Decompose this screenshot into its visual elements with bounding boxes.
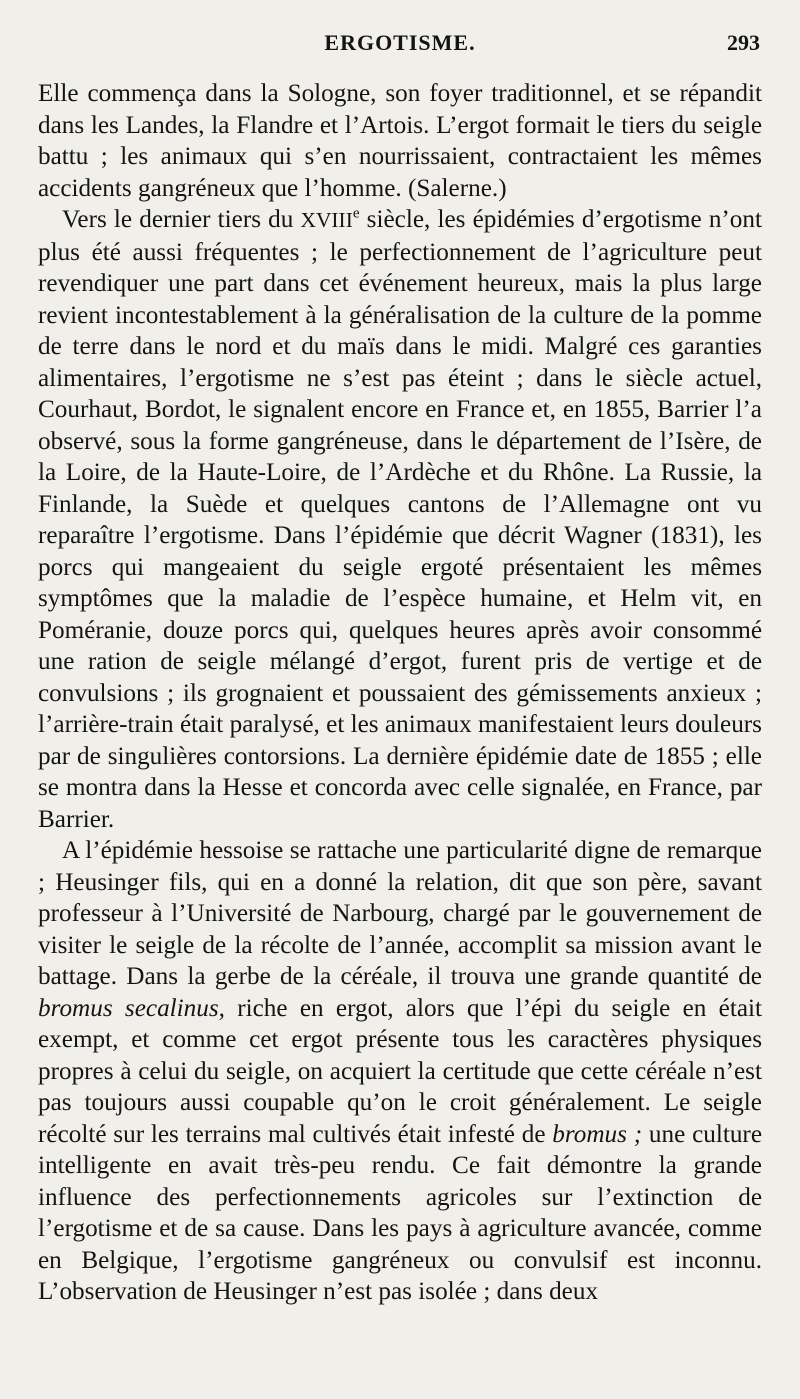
paragraph-3-text-1: A l’épidémie hessoise se rattache une particularité digne de remarque ; Heusinger fils, qui en a donné la relation, dit que son père, savant professeur à l’Université de Narbourg, chargé par le gouvernement de visiter le seigle de la récolte de l’année, accomplit sa mission avant le battage. Dans la gerbe de la céréale, il trouva une grande quantité de	[38, 837, 762, 990]
page-number: 293	[727, 30, 760, 55]
paragraph-2-text-start: Vers le dernier tiers du	[62, 206, 301, 233]
species-name-bromus: bromus ;	[552, 1120, 643, 1148]
paragraph-2	[38, 204, 762, 835]
paragraph-3-text-2: riche en ergot, alors que l’épi du seigle en était exempt, et comme cet ergot présente tous les caractères physiques propres à celui du seigle, on acquiert la certitude que cette céréale n’est pas toujours aussi coupable qu’on le croit généralement. Le seigle récolté sur les terrains mal cultivés était infesté de	[38, 994, 762, 1148]
paragraph-2-text-rest: siècle, les épidémies d’ergotisme n’ont plus été aussi fréquentes ; le perfectionnement de l’agriculture peut revendiquer une part dans cet événement heureux, mais la plus large revient incontestablement à la généralisation de la culture de la pomme de terre dans le nord et du maïs dans le midi. Malgré ces garanties alimentaires, l’ergotisme ne s’est pas éteint ; dans le siècle actuel, Courhaut, Bordot, le signalent encore en France et, en 1855, Barrier l’a observé, sous la forme gangréneuse, dans le département de l’Isère, de la Loire, de la Haute-Loire, de l’Ardèche et du Rhône. La Russie, la Finlande, la Suède et quelques cantons de l’Allemagne ont vu reparaître l’ergotisme. Dans l’épidémie que décrit Wagner (1831), les porcs qui mangeaient du seigle ergoté présentaient les mêmes symptômes que la maladie de l’espèce humaine, et Helm vit, en Poméranie, douze porcs qui, quelques heures après avoir consommé une ration de seigle mélangé d’ergot, furent pris de vertige et de convulsions ; ils grognaient et poussaient des gémissements anxieux ; l’arrière-train était paralysé, et les animaux manifestaient leurs douleurs par de singulières contorsions. La dernière épidémie date de 1855 ; elle se montra dans la Hesse et concorda avec celle signalée, en France, par Barrier.	[38, 206, 762, 833]
paragraph-1	[38, 78, 762, 204]
paragraph-3-text-3: une culture intelligente en avait très-peu rendu. Ce fait démontre la grande influence des perfectionnements agricoles sur l’extinction de l’ergotisme et de sa cause. Dans les pays à agriculture avancée, comme en Belgique, l’ergotisme gangréneux ou convulsif est inconnu. L’observation de Heusinger n’est pas isolée ; dans deux	[38, 1120, 763, 1305]
species-name-bromus-secalinus: bromus secalinus,	[38, 994, 225, 1022]
paragraph-3	[38, 835, 762, 1308]
page-header	[38, 30, 762, 64]
running-head: ERGOTISME.	[324, 30, 476, 55]
century-superscript: e	[352, 205, 360, 222]
century-numeral: XVIII	[300, 208, 353, 232]
paragraph-1-text: Elle commença dans la Sologne, son foyer traditionnel, et se répandit dans les Landes, la Flandre et l’Artois. L’ergot formait le tiers du seigle battu ; les animaux qui s’en nourrissaient, contractaient les mêmes accidents gangréneux que l’homme. (Salerne.)	[38, 80, 762, 202]
